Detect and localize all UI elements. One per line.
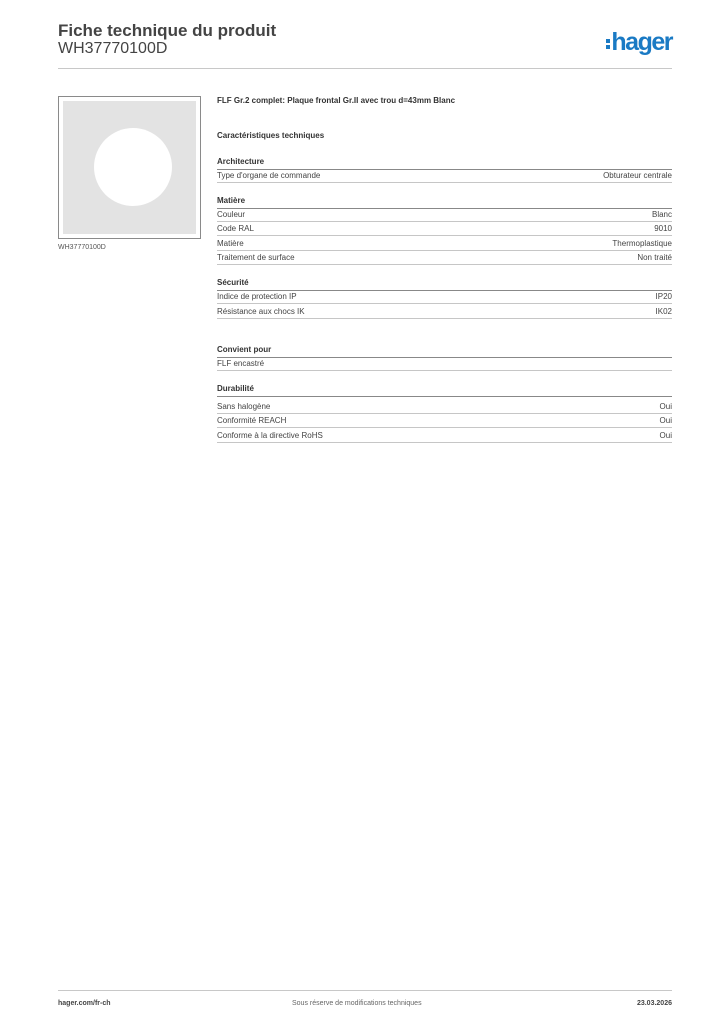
group-title-durabilite: Durabilité <box>217 384 672 397</box>
spec-key: Indice de protection IP <box>217 292 297 301</box>
hager-logo <box>606 28 672 57</box>
logo-text: hager <box>611 28 672 56</box>
product-image-caption: WH37770100D <box>58 244 106 251</box>
product-reference: WH37770100D <box>58 40 168 57</box>
spec-value: Non traité <box>637 253 672 262</box>
footer-website-link[interactable]: hager.com/fr-ch <box>58 1000 111 1007</box>
product-image <box>58 96 201 239</box>
page-header <box>58 20 672 69</box>
spec-row <box>217 400 672 414</box>
group-title-architecture: Architecture <box>217 157 672 170</box>
spec-value: IP20 <box>655 292 672 301</box>
spec-key: Conformité REACH <box>217 416 287 425</box>
spec-value: IK02 <box>655 307 672 316</box>
spec-row <box>217 237 672 251</box>
group-title-matiere: Matière <box>217 196 672 209</box>
spec-key: Code RAL <box>217 224 254 233</box>
spec-row <box>217 222 672 236</box>
group-title-securite: Sécurité <box>217 278 672 291</box>
spec-row <box>217 290 672 304</box>
page-title: Fiche technique du produit <box>58 21 277 40</box>
cover-plate-shape <box>63 101 196 234</box>
spec-value: Oui <box>659 416 672 425</box>
spec-row <box>217 208 672 222</box>
spec-key: Traitement de surface <box>217 253 295 262</box>
spec-key: Couleur <box>217 210 246 219</box>
spec-row <box>217 169 672 183</box>
spec-value: Obturateur centrale <box>603 171 672 180</box>
plate-hole-shape <box>94 128 172 206</box>
group-title-convient-pour: Convient pour <box>217 345 672 358</box>
spec-key: Type d'organe de commande <box>217 171 321 180</box>
spec-value: Thermoplastique <box>612 239 672 248</box>
spec-value: Blanc <box>651 210 672 219</box>
spec-row <box>217 305 672 319</box>
spec-row <box>217 357 672 371</box>
technical-characteristics-heading: Caractéristiques techniques <box>217 131 325 140</box>
spec-key: Résistance aux chocs IK <box>217 307 305 316</box>
spec-key: FLF encastré <box>217 359 265 368</box>
footer-date: 23.03.2026 <box>636 1000 672 1007</box>
spec-row <box>217 414 672 428</box>
spec-value: 9010 <box>654 224 672 233</box>
spec-row <box>217 251 672 265</box>
logo-dots-icon <box>606 39 610 49</box>
product-name: FLF Gr.2 complet: Plaque frontal Gr.II avec trou d=43mm Blanc <box>217 96 456 105</box>
footer-disclaimer: Sous réserve de modifications techniques <box>292 1000 422 1007</box>
spec-value: Oui <box>659 402 672 411</box>
spec-key: Matière <box>217 239 244 248</box>
spec-value: Oui <box>659 431 672 440</box>
spec-key: Sans halogène <box>217 402 271 411</box>
spec-row <box>217 429 672 443</box>
spec-key: Conforme à la directive RoHS <box>217 431 323 440</box>
page-footer <box>58 990 672 1013</box>
